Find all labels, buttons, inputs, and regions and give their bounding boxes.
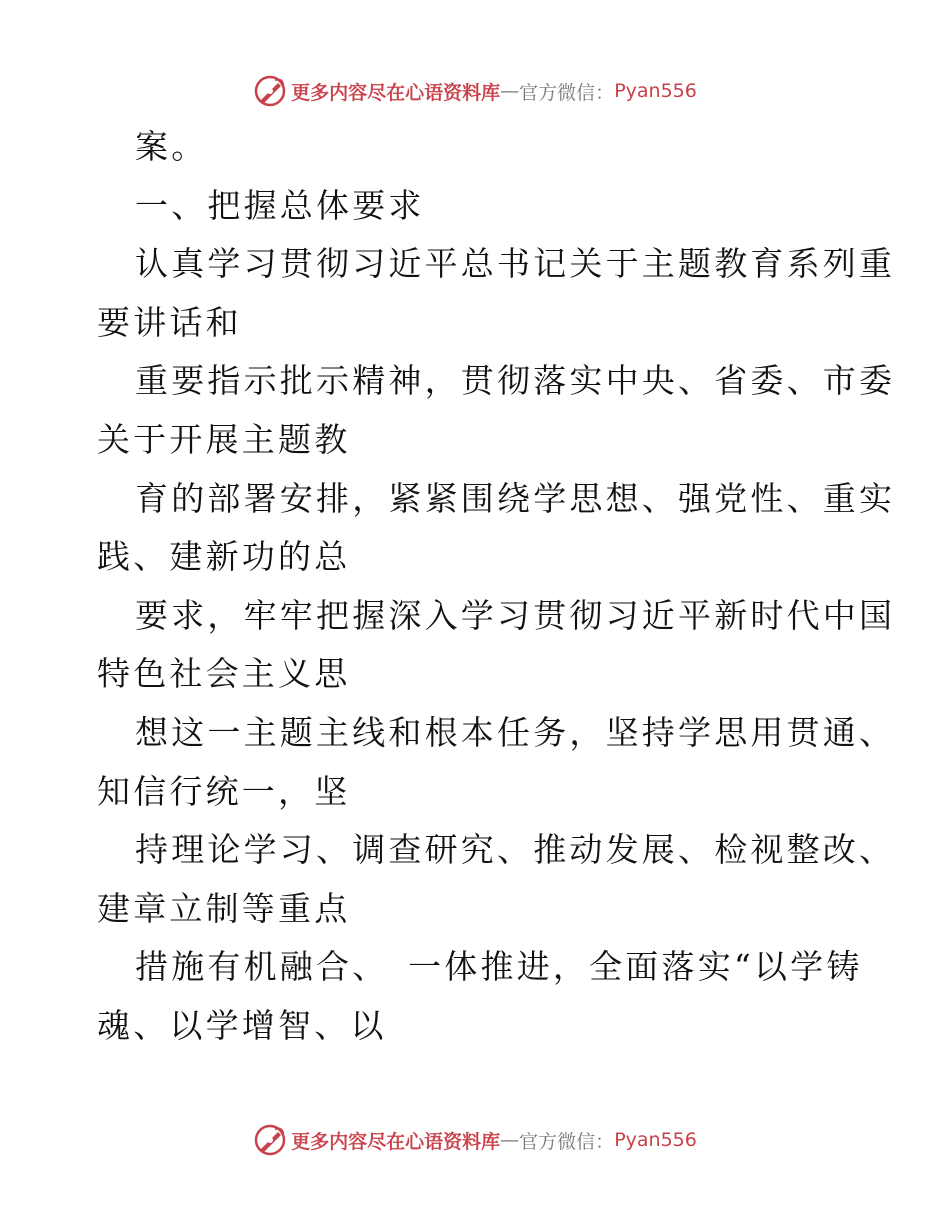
body-line: 魂、以学增智、以 — [97, 1005, 387, 1045]
body-line: 建章立制等重点 — [97, 888, 351, 928]
header-watermark — [0, 69, 950, 113]
watermark-contact-id: Pyan556 — [614, 1129, 697, 1151]
body-line: 关于开展主题教 — [97, 419, 351, 459]
body-line: 认真学习贯彻习近平总书记关于主题教育系列重 — [135, 244, 896, 284]
section-heading: 一、把握总体要求 — [135, 185, 425, 225]
body-line: 重要指示批示精神，贯彻落实中央、省委、市委 — [135, 361, 896, 401]
watermark-separator: — — [500, 80, 520, 102]
watermark-brand-text: 更多内容尽在心语资料库 — [291, 81, 501, 104]
footer-watermark — [0, 1118, 950, 1162]
body-line: 持理论学习、调查研究、推动发展、检视整改、 — [135, 830, 896, 870]
body-line: 育的部署安排，紧紧围绕学思想、强党性、重实 — [135, 478, 896, 518]
watermark-contact-id: Pyan556 — [614, 80, 697, 102]
body-line: 要讲话和 — [97, 302, 242, 342]
watermark-contact-label: 官方微信： — [519, 81, 615, 104]
document-body — [97, 118, 896, 1056]
body-line: 知信行统一，坚 — [97, 771, 351, 811]
watermark-brand-text: 更多内容尽在心语资料库 — [291, 1130, 501, 1153]
body-line: 特色社会主义思 — [97, 654, 351, 694]
body-line: 要求，牢牢把握深入学习贯彻习近平新时代中国 — [135, 595, 896, 635]
body-line: 想这一主题主线和根本任务，坚持学思用贯通、 — [135, 712, 896, 752]
quill-pen-logo-icon — [253, 1123, 287, 1157]
quill-pen-logo-icon — [253, 74, 287, 108]
watermark-contact-label: 官方微信： — [519, 1130, 615, 1153]
watermark-separator: — — [500, 1129, 520, 1151]
body-line: 案。 — [135, 127, 208, 166]
body-line: 措施有机融合、 一体推进，全面落实“以学铸 — [135, 947, 863, 987]
body-line: 践、建新功的总 — [97, 537, 351, 577]
